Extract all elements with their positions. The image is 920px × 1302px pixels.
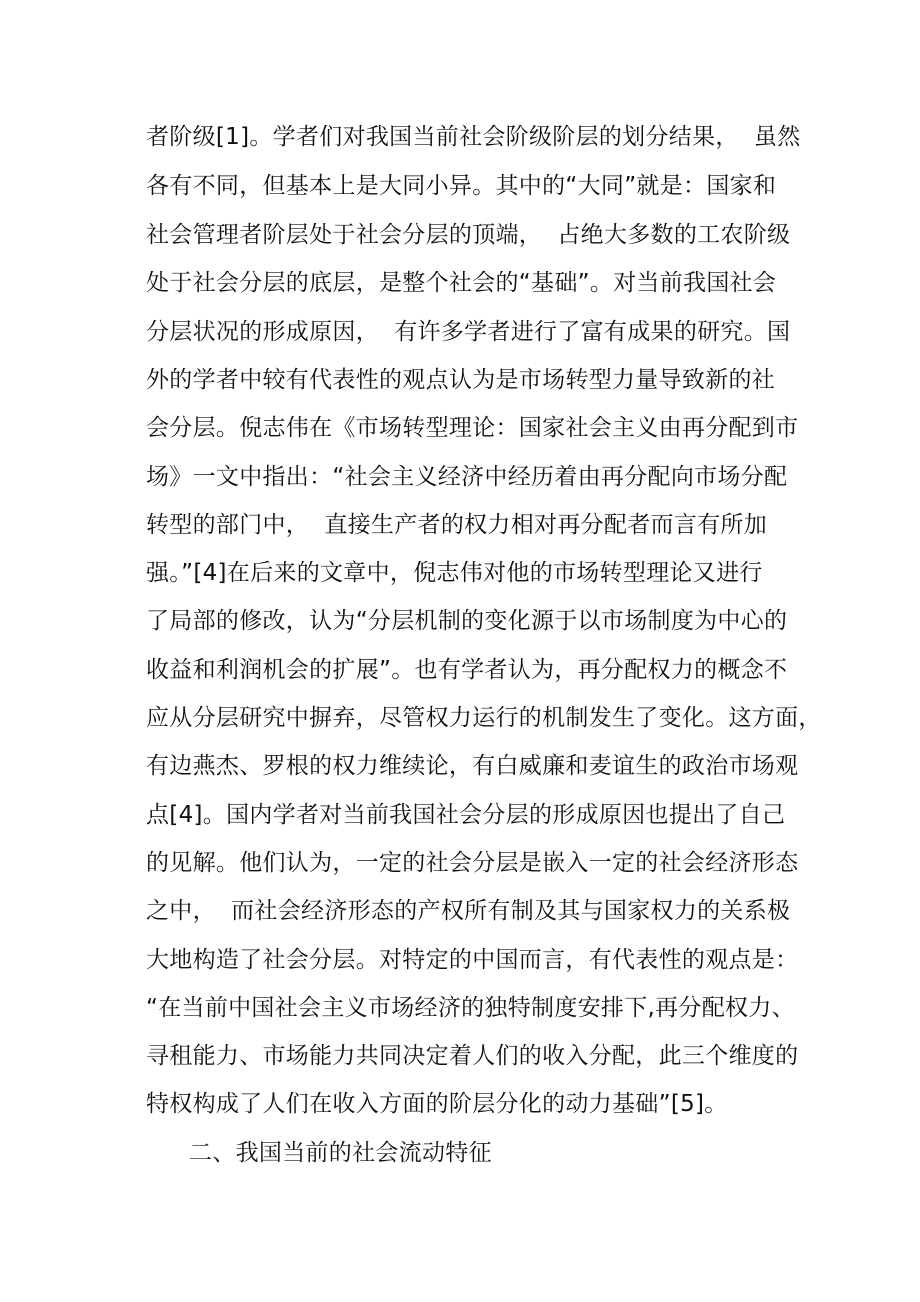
paragraph-line: 应从分层研究中摒弃，尽管权力运行的机制发生了变化。这方面， (146, 705, 822, 731)
paragraph-line: 寻租能力、市场能力共同决定着人们的收入分配，此三个维度的 (146, 1043, 799, 1069)
paragraph-line: 者阶级[1]。学者们对我国当前社会阶级阶层的划分结果， 虽然 (146, 124, 801, 150)
paragraph-line: 点[4]。国内学者对当前我国社会分层的形成原因也提出了自己 (146, 802, 786, 828)
paragraph-line: 收益和利润机会的扩展”。也有学者认为，再分配权力的概念不 (146, 657, 788, 683)
paragraph-line: 外的学者中较有代表性的观点认为是市场转型力量导致新的社 (146, 367, 776, 393)
paragraph-line: 之中， 而社会经济形态的产权所有制及其与国家权力的关系极 (146, 898, 791, 924)
paragraph-line: 场》一文中指出：“社会主义经济中经历着由再分配向市场分配 (146, 464, 788, 490)
paragraph-line: 了局部的修改，认为“分层机制的变化源于以市场制度为中心的 (146, 608, 788, 634)
paragraph-line: 的见解。他们认为，一定的社会分层是嵌入一定的社会经济形态 (146, 850, 799, 876)
paragraph-line: 处于社会分层的底层，是整个社会的“基础”。对当前我国社会 (146, 270, 777, 296)
paragraph-line: 会分层。倪志伟在《市场转型理论：国家社会主义由再分配到市 (146, 415, 799, 441)
paragraph-line: 各有不同，但基本上是大同小异。其中的“大同”就是：国家和 (146, 173, 777, 199)
section-heading: 二、我国当前的社会流动特征 (189, 1140, 492, 1166)
paragraph-line: 强。”[4]在后来的文章中，倪志伟对他的市场转型理论又进行 (146, 560, 763, 586)
paragraph-line: 社会管理者阶层处于社会分层的顶端， 占绝大多数的工农阶级 (146, 222, 791, 248)
paragraph-line: 特权构成了人们在收入方面的阶层分化的动力基础”[5]。 (146, 1091, 728, 1117)
paragraph-line: “在当前中国社会主义市场经济的独特制度安排下,再分配权力、 (146, 995, 795, 1021)
paragraph-line: 有边燕杰、罗根的权力维续论，有白威廉和麦谊生的政治市场观 (146, 753, 799, 779)
paragraph-line: 转型的部门中， 直接生产者的权力相对再分配者而言有所加 (146, 512, 768, 538)
paragraph-line: 大地构造了社会分层。对特定的中国而言，有代表性的观点是： (146, 947, 799, 973)
paragraph-line: 分层状况的形成原因， 有许多学者进行了富有成果的研究。国 (146, 319, 791, 345)
